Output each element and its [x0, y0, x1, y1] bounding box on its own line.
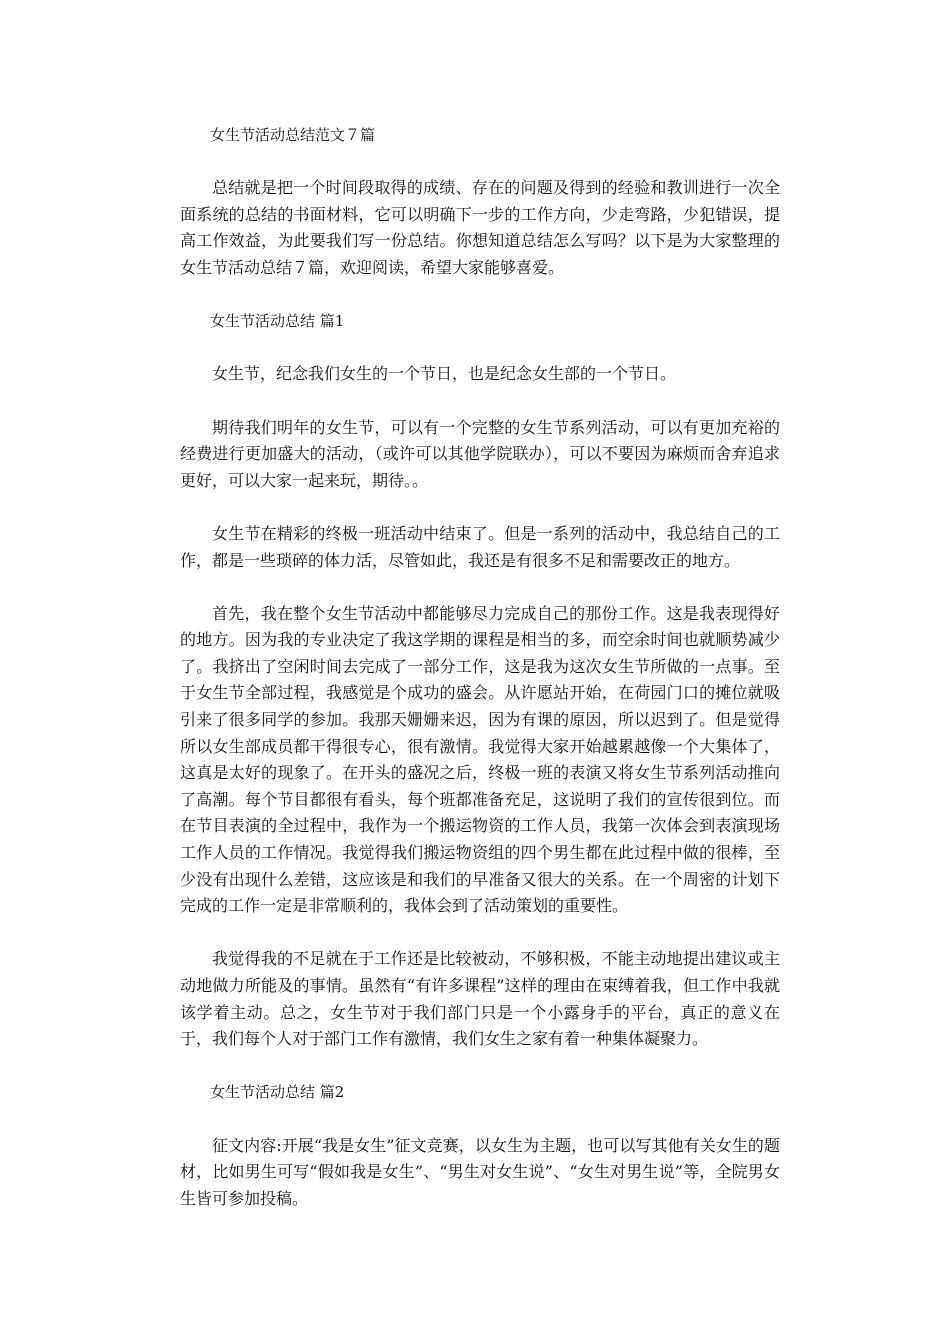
section-1-paragraph-5: 我觉得我的不足就在于工作还是比较被动，不够积极，不能主动地提出建议或主动地做力所能及的事情。虽然有“有许多课程”这样的理由在束缚着我，但工作中我就该学着主动。总之，女生节对于我们部门只是一个小露身手的平台，真正的意义在于，我们每个人对于部门工作有激情，我们女生之家有着一种集体凝聚力。: [180, 949, 780, 1049]
intro-paragraph: 总结就是把一个时间段取得的成绩、存在的问题及得到的经验和教训进行一次全面系统的总结的书面材料，它可以明确下一步的工作方向，少走弯路，少犯错误，提高工作效益，为此要我们写一份总结。你想知道总结怎么写吗？以下是为大家整理的女生节活动总结７篇，欢迎阅读，希望大家能够喜爱。: [180, 178, 780, 277]
section-heading-2: 女生节活动总结 篇2: [210, 1083, 345, 1102]
section-1-paragraph-4: 首先，我在整个女生节活动中都能够尽力完成自己的那份工作。这是我表现得好的地方。因为我的专业决定了我这学期的课程是相当的多，而空余时间也就顺势减少了。我挤出了空闲时间去完成了一部分工作，这是我为这次女生节所做的一点事。至于女生节全部过程，我感觉是个成功的盛会。从许愿站开始，在荷园门口的摊位就吸引来了很多同学的参加。我那天姗姗来迟，因为有课的原因，所以迟到了。但是觉得所以女生部成员都干得很专心，很有激情。我觉得大家开始越累越像一个大集体了，这真是太好的现象了。在开头的盛况之后，终极一班的表演又将女生节系列活动推向了高潮。每个节目都很有看头，每个班都准备充足，这说明了我们的宣传很到位。而在节目表演的全过程中，我作为一个搬运物资的工作人员，我第一次体会到表演现场工作人员的工作情况。我觉得我们搬运物资组的四个男生都在此过程中做的很棒，至少没有出现什么差错，这应该是和我们的早准备又很大的关系。在一个周密的计划下完成的工作一定是非常顺利的，我体会到了活动策划的重要性。: [180, 603, 780, 916]
section-2-paragraph-1: 征文内容:开展“我是女生”征文竞赛，以女生为主题，也可以写其他有关女生的题材，比如男生可写“假如我是女生”、“男生对女生说”、“女生对男生说”等，全院男女生皆可参加投稿。: [180, 1135, 780, 1208]
section-1-paragraph-3: 女生节在精彩的终极一班活动中结束了。但是一系列的活动中，我总结自己的工作，都是一些琐碎的体力活，尽管如此，我还是有很多不足和需要改正的地方。: [180, 523, 780, 570]
document-title: 女生节活动总结范文７篇: [210, 126, 376, 144]
section-1-paragraph-1: 女生节，纪念我们女生的一个节日，也是纪念女生部的一个节日。: [212, 364, 677, 384]
document-body: [180, 122, 780, 1239]
section-1-paragraph-2: 期待我们明年的女生节，可以有一个完整的女生节系列活动，可以有更加充裕的经费进行更加盛大的活动，（或许可以其他学院联办），可以不要因为麻烦而舍弃追求更好，可以大家一起来玩，期待。。: [180, 417, 780, 490]
section-heading-1: 女生节活动总结 篇1: [210, 312, 345, 331]
